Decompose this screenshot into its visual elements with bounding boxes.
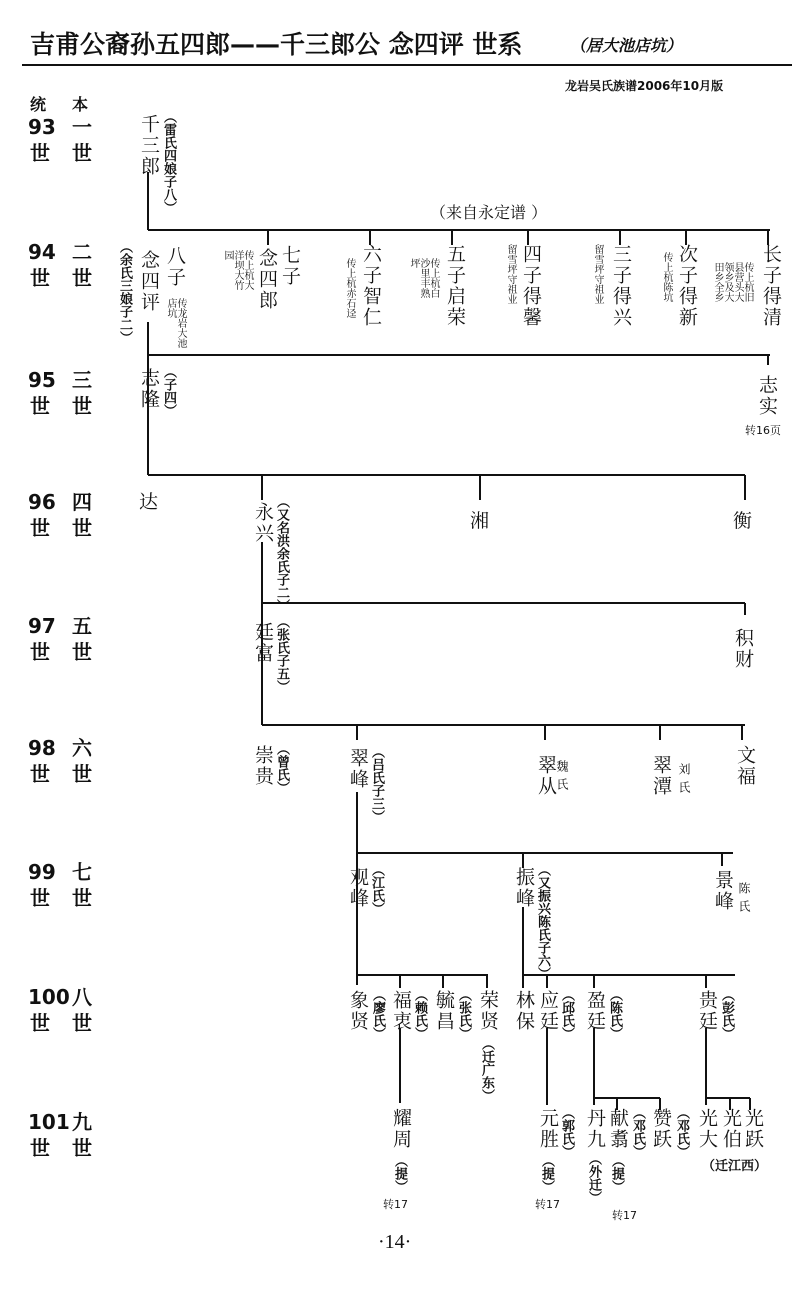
person-da: 达 [139, 491, 161, 513]
person-qiansanlang: 千三郎 [138, 114, 160, 177]
note: （又名洪余氏子二） [274, 495, 289, 612]
person: 振峰 [513, 867, 535, 909]
note: 刘氏 [677, 763, 691, 799]
generation-shi: 世 [72, 886, 92, 910]
son-8: 八子 [164, 246, 186, 288]
note: （又振兴陈氏子六） [535, 863, 550, 980]
son-4-note: 留雪坪守祖业 [505, 244, 516, 304]
son-7: 七子 [279, 245, 301, 287]
note: （张氏子五） [274, 615, 289, 693]
person: 翠潭 [650, 755, 672, 797]
son-2-note: 传上杭陈坑 [661, 252, 672, 302]
son-5: 五子启荣 [444, 244, 466, 328]
generation-shi: 世 [30, 141, 50, 165]
note: （彭氏） [719, 988, 734, 1040]
person: 象贤 [347, 990, 369, 1032]
person-zhishi: 志实 [756, 375, 778, 417]
person-yongxing: 永兴 [252, 502, 274, 544]
generation-shi: 世 [30, 266, 50, 290]
generation-shi: 世 [72, 266, 92, 290]
generation-ord: 一 [72, 115, 92, 139]
spouse-note: （雷氏四娘子八） [161, 110, 176, 214]
generation-ord: 二 [72, 240, 92, 264]
person: 盈廷 [584, 990, 606, 1032]
note: （赖氏） [412, 988, 427, 1040]
person-heng: 衡 [733, 510, 755, 532]
son-7-alias: 念四郎 [256, 248, 278, 311]
generation-shi: 世 [30, 1011, 50, 1035]
generation-shi: 世 [72, 1011, 92, 1035]
son-1-note: 传上杭旧县营头大领乡及大田乡全乡 [712, 262, 753, 302]
person-tingfu: 廷富 [252, 622, 274, 664]
person-zhilong: 志隆 [138, 368, 160, 410]
generation-shi: 世 [72, 516, 92, 540]
person: 文福 [734, 745, 756, 787]
person: 林保 [513, 990, 535, 1032]
generation-num: 97 [28, 614, 56, 638]
generation-shi: 世 [30, 394, 50, 418]
generation-ord: 六 [72, 736, 92, 760]
generation-num: 94 [28, 240, 56, 264]
note: 陈氏 [737, 882, 751, 918]
person: 丹九 [584, 1108, 606, 1150]
generation-ord: 七 [72, 860, 92, 884]
generation-shi: 世 [30, 762, 50, 786]
person-niansiping: 念四评 [138, 250, 160, 313]
person-jicai: 积财 [732, 628, 754, 670]
page-number: ·14· [378, 1231, 412, 1253]
source-note: （来自永定谱 ） [430, 203, 548, 222]
generation-shi: 世 [30, 640, 50, 664]
note: （提） [609, 1154, 624, 1193]
generation-num: 99 [28, 860, 56, 884]
page-ref: 转17 [535, 1198, 560, 1211]
person: 翠从 [535, 755, 557, 797]
page-ref: 转16页 [745, 424, 781, 437]
residence-note: （居大池店坑） [570, 36, 683, 55]
generation-shi: 世 [30, 1136, 50, 1160]
generation-shi: 世 [72, 640, 92, 664]
son-7-note: 传上杭大洋坝大竹园 [222, 250, 253, 290]
generation-num: 98 [28, 736, 56, 760]
note: （外迁） [586, 1152, 601, 1204]
generation-ord: 五 [72, 614, 92, 638]
person: 光跃 [742, 1108, 764, 1150]
note: （提） [392, 1154, 407, 1193]
son-6-note: 传上杭赤石迳 [344, 258, 355, 318]
edition-note: 龙岩吴氏族谱2006年10月版 [565, 79, 724, 93]
person: 崇贵 [252, 745, 274, 787]
note: （邱氏） [559, 988, 574, 1040]
person: 耀周 [390, 1108, 412, 1150]
person: 毓昌 [433, 990, 455, 1032]
person-xiang: 湘 [470, 510, 492, 532]
person: 贵廷 [696, 990, 718, 1032]
note: （吕氏子三） [369, 745, 384, 823]
generation-shi: 世 [30, 886, 50, 910]
person: 应廷 [537, 990, 559, 1032]
generation-num: 93 [28, 115, 56, 139]
note: （郭氏） [559, 1106, 574, 1158]
note: （邓氏） [630, 1106, 645, 1158]
generation-shi: 世 [72, 394, 92, 418]
person: 光伯 [720, 1108, 742, 1150]
person: 献翥 [607, 1108, 629, 1150]
col-tong: 统 [30, 95, 47, 114]
son-5-note: 传上杭白沙里丰熟坪 [408, 258, 439, 298]
person: 观峰 [347, 867, 369, 909]
generation-num: 96 [28, 490, 56, 514]
note: （迁广东） [479, 1037, 494, 1102]
note: （子四） [161, 365, 176, 417]
person: 赞跃 [650, 1108, 672, 1150]
page-ref: 转17 [383, 1198, 408, 1211]
son-3-note: 留雪坪守祖业 [592, 244, 603, 304]
son-3: 三子得兴 [610, 244, 632, 328]
note: （提） [539, 1154, 554, 1193]
generation-shi: 世 [72, 762, 92, 786]
note: （张氏） [456, 988, 471, 1040]
son-2: 次子得新 [676, 244, 698, 328]
note: （江氏） [369, 863, 384, 915]
page-ref: 转17 [612, 1209, 637, 1222]
note: （曾氏） [274, 742, 289, 794]
son-4: 四子得馨 [520, 244, 542, 328]
note: （邓氏） [674, 1106, 689, 1158]
note: （廖氏） [370, 988, 385, 1040]
generation-ord: 九 [72, 1110, 92, 1134]
generation-ord: 三 [72, 368, 92, 392]
person: 景峰 [712, 870, 734, 912]
spouse-note: （余氏三娘子二） [117, 240, 132, 344]
note: 魏氏 [555, 760, 569, 796]
page-title: 吉甫公裔孙五四郎——千三郎公 念四评 世系 [30, 30, 523, 59]
son-8-note: 传龙岩大池店坑 [165, 298, 186, 348]
note: （迁江西） [702, 1159, 768, 1174]
generation-shi: 世 [72, 1136, 92, 1160]
son-6: 六子智仁 [360, 244, 382, 328]
generation-ord: 八 [72, 985, 92, 1009]
person: 荣贤 [477, 990, 499, 1032]
generation-ord: 四 [72, 490, 92, 514]
person: 光大 [696, 1108, 718, 1150]
generation-shi: 世 [30, 516, 50, 540]
generation-num: 100 [28, 985, 70, 1009]
generation-shi: 世 [72, 141, 92, 165]
person: 福衷 [390, 990, 412, 1032]
person: 元胜 [537, 1108, 559, 1150]
generation-num: 95 [28, 368, 56, 392]
son-1: 长子得清 [760, 244, 782, 328]
col-ben: 本 [72, 95, 89, 114]
person: 翠峰 [347, 748, 369, 790]
generation-num: 101 [28, 1110, 70, 1134]
note: （陈氏） [607, 988, 622, 1040]
